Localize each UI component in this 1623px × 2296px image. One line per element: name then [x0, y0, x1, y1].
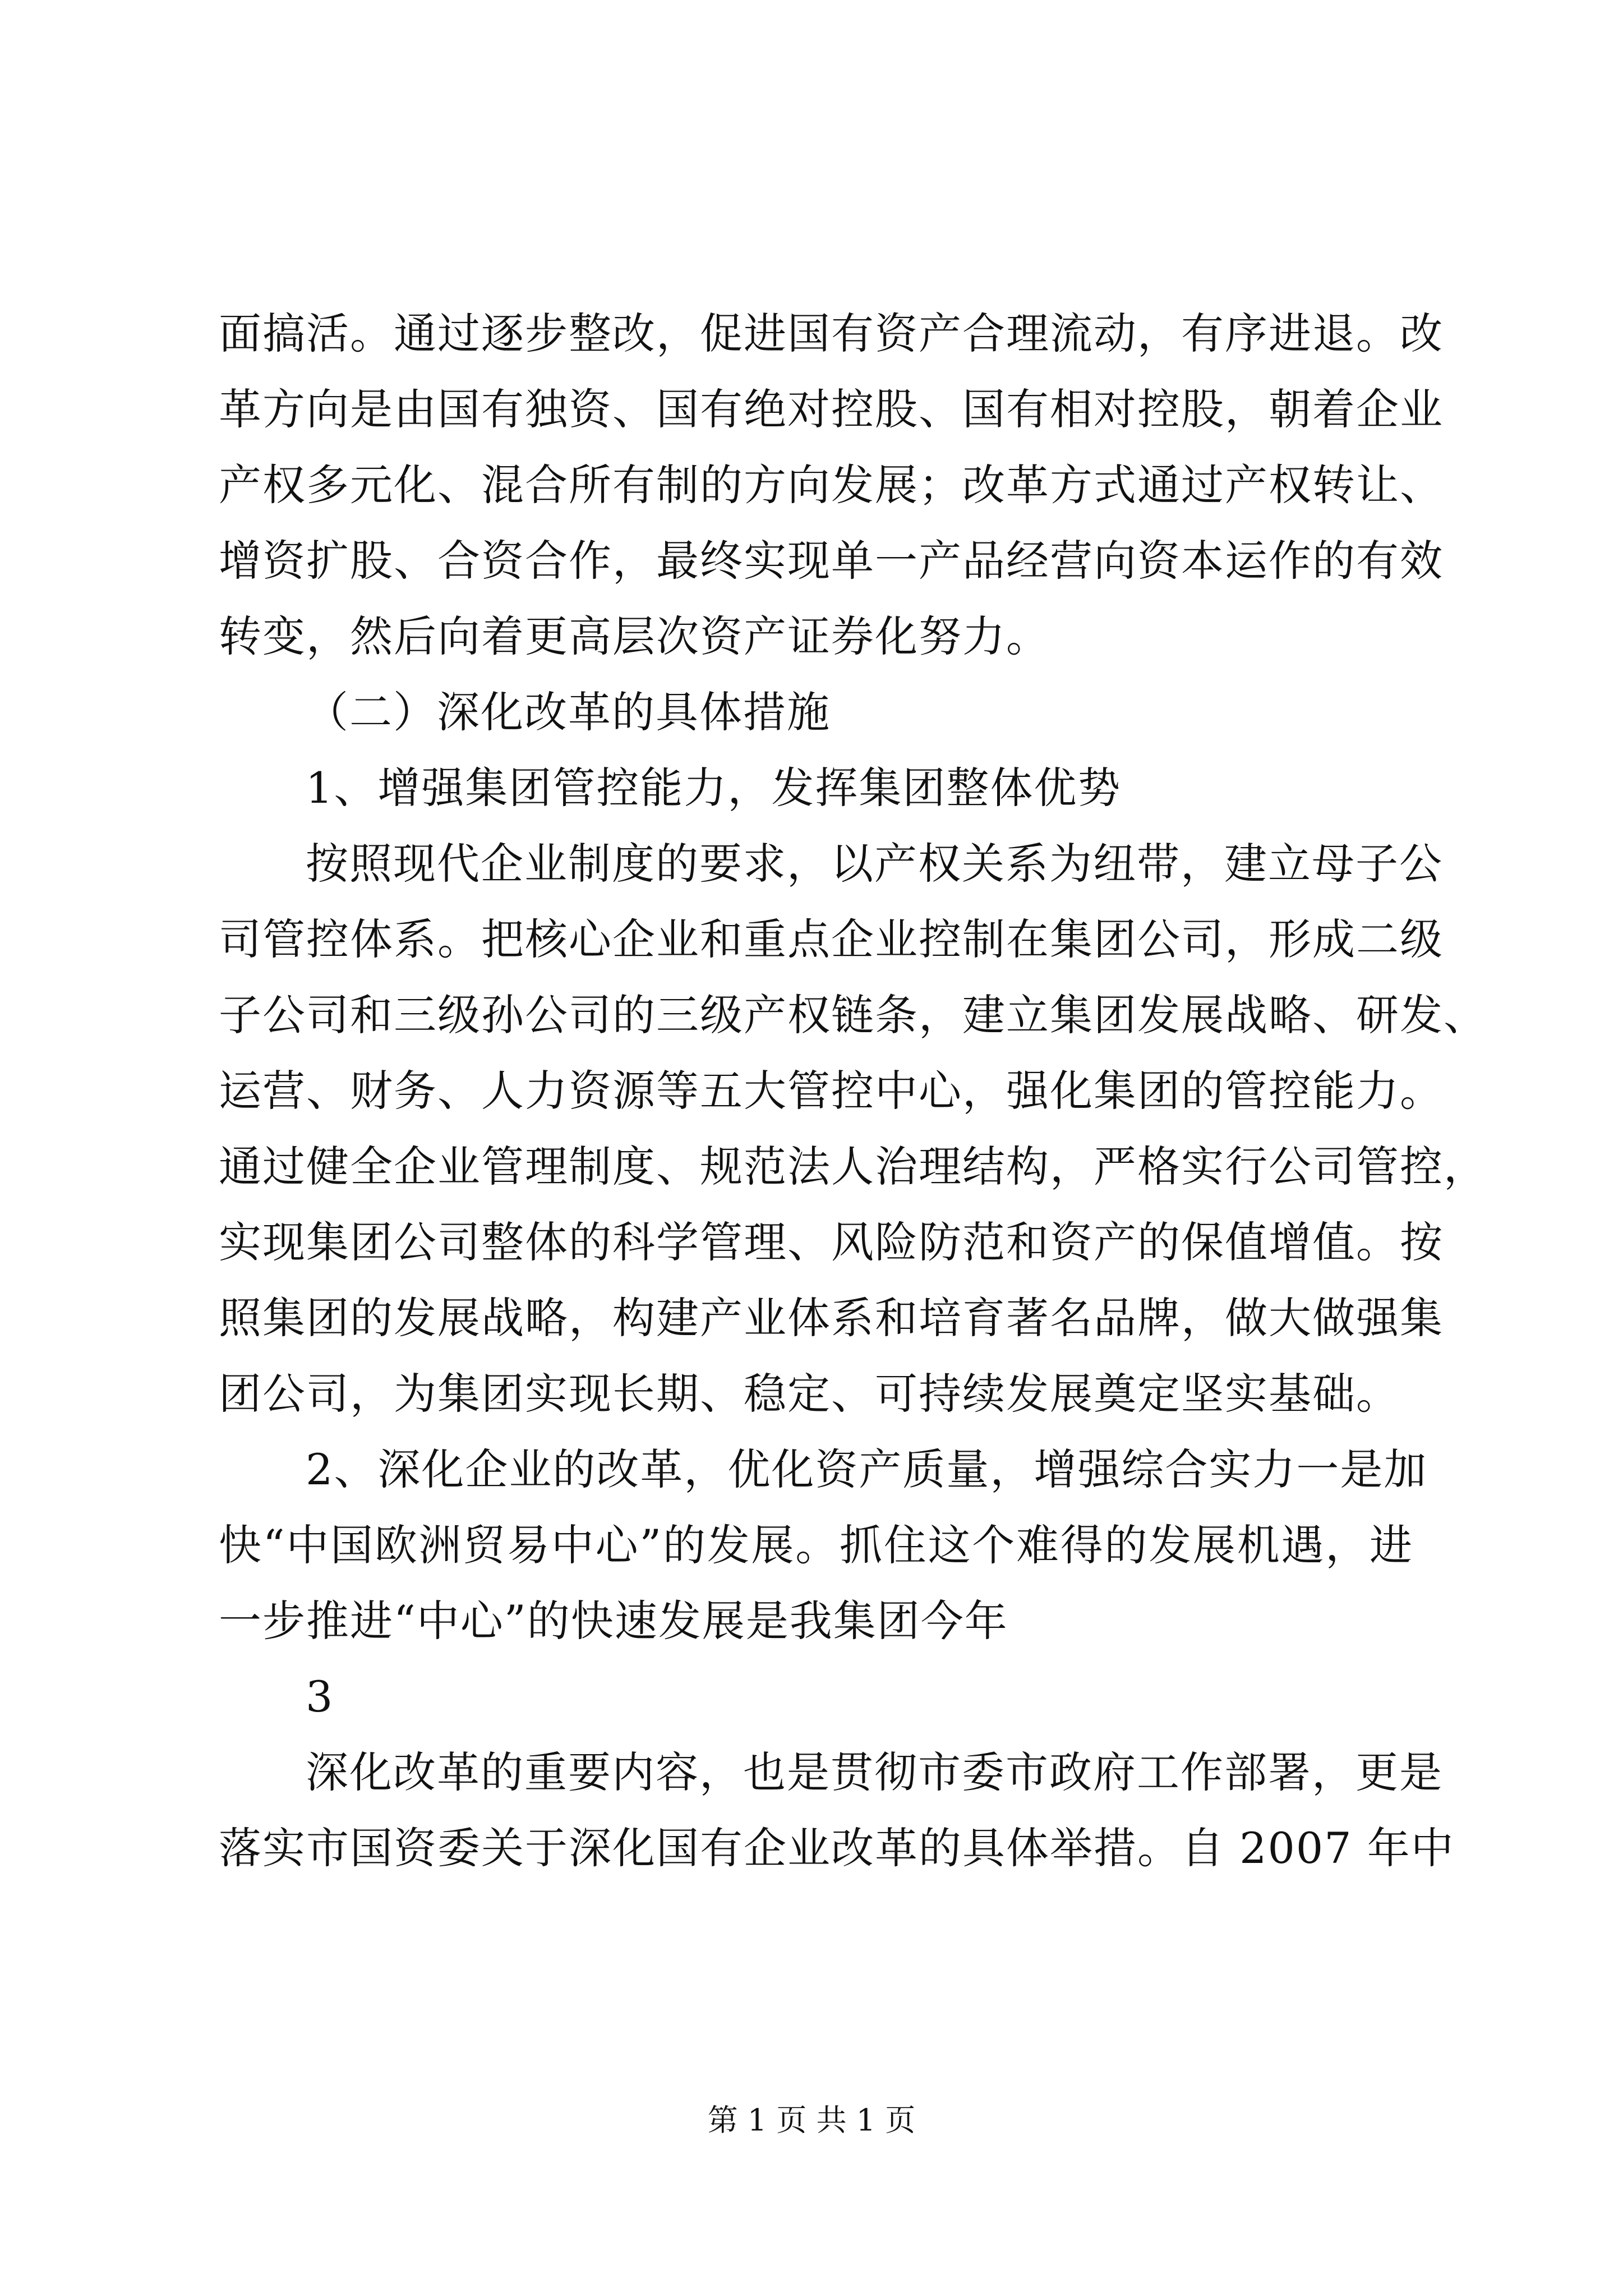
body-line-17: 快“中国欧洲贸易中心”的发展。抓住这个难得的发展机遇，进	[219, 1520, 1413, 1570]
body-line-9: 司管控体系。把核心企业和重点企业控制在集团公司，形成二级	[219, 914, 1444, 964]
subsection-heading-1: 1、增强集团管控能力，发挥集团整体优势	[306, 763, 1122, 813]
body-line-10: 子公司和三级孙公司的三级产权链条，建立集团发展战略、研发、	[219, 990, 1487, 1040]
body-line-5: 转变，然后向着更高层次资产证券化努力。	[219, 611, 1050, 661]
body-line-8: 按照现代企业制度的要求，以产权关系为纽带，建立母子公	[306, 839, 1443, 889]
body-line-13: 实现集团公司整体的科学管理、风险防范和资产的保值增值。按	[219, 1217, 1444, 1267]
body-line-3: 产权多元化、混合所有制的方向发展；改革方式通过产权转让、	[219, 460, 1444, 510]
body-line-18: 一步推进“中心”的快速发展是我集团今年	[219, 1596, 1008, 1646]
body-line-20: 深化改革的重要内容，也是贯彻市委市政府工作部署，更是	[306, 1747, 1443, 1797]
body-line-15: 团公司，为集团实现长期、稳定、可持续发展奠定坚实基础。	[219, 1369, 1400, 1419]
body-line-16: 2、深化企业的改革，优化资产质量，增强综合实力一是加	[306, 1444, 1428, 1494]
body-line-21: 落实市国资委关于深化国有企业改革的具体举措。自 2007 年中	[219, 1823, 1455, 1873]
body-line-12: 通过健全企业管理制度、规范法人治理结构，严格实行公司管控，	[219, 1142, 1487, 1191]
body-line-11: 运营、财务、人力资源等五大管控中心，强化集团的管控能力。	[219, 1066, 1444, 1116]
section-heading: （二）深化改革的具体措施	[306, 687, 831, 737]
body-line-1: 面搞活。通过逐步整改，促进国有资产合理流动，有序进退。改	[219, 309, 1444, 358]
body-line-2: 革方向是由国有独资、国有绝对控股、国有相对控股，朝着企业	[219, 384, 1444, 434]
inline-page-number: 3	[306, 1672, 334, 1722]
body-line-14: 照集团的发展战略，构建产业体系和培育著名品牌，做大做强集	[219, 1293, 1444, 1343]
body-line-4: 增资扩股、合资合作，最终实现单一产品经营向资本运作的有效	[219, 536, 1444, 586]
page-footer: 第 1 页 共 1 页	[707, 2102, 916, 2138]
